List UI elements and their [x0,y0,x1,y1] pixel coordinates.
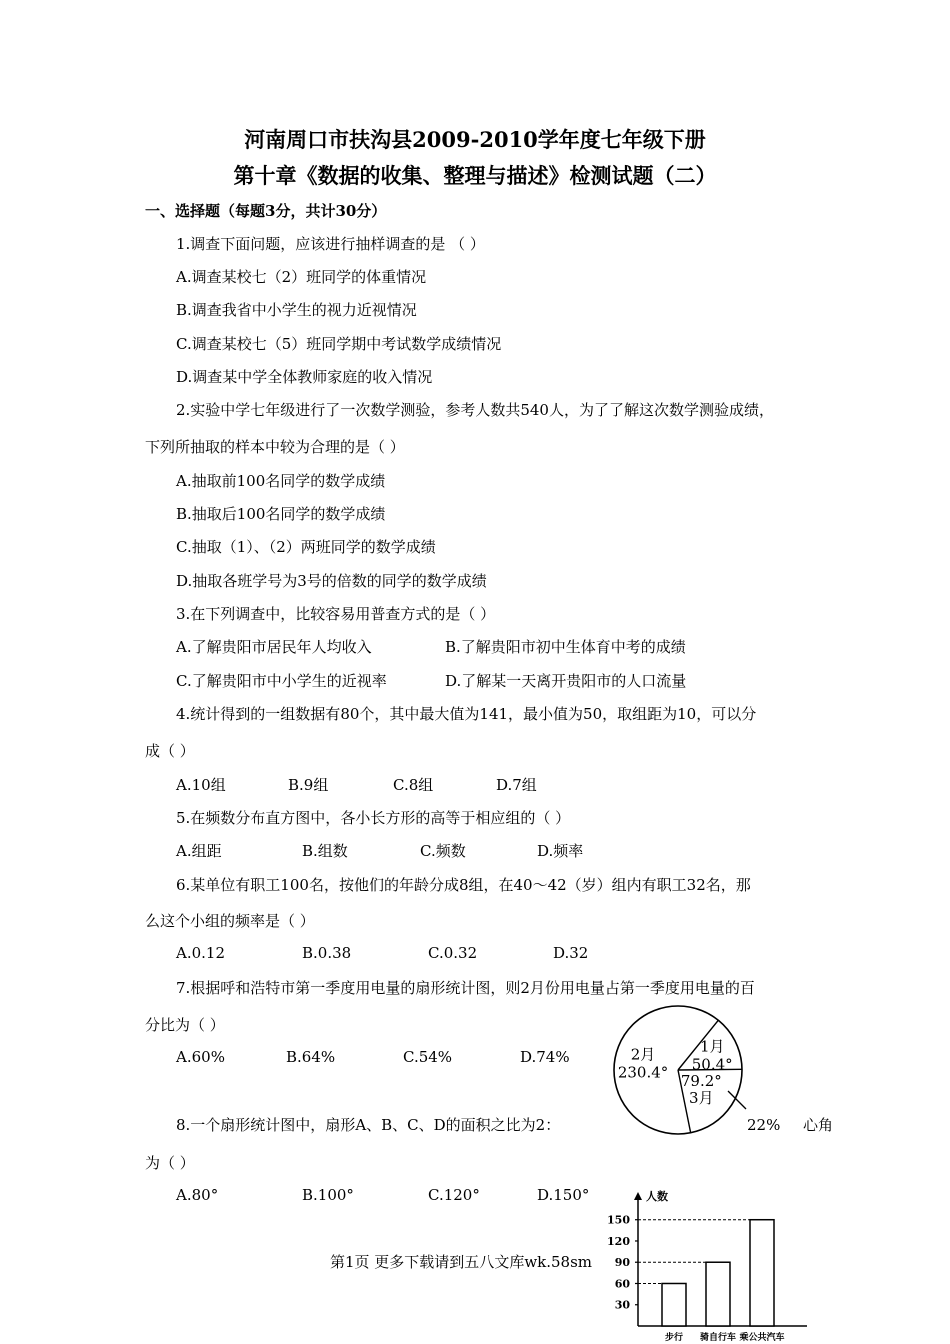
y-axis-label: 人数 [646,1190,668,1203]
q6-option-d: D.32 [553,944,589,962]
q5-option-d: D.频率 [537,842,584,860]
x-category-label: 步行 [664,1333,684,1343]
q3-option-d: D.了解某一天离开贵阳市的人口流量 [445,672,687,690]
pie-chart [600,1005,840,1140]
q5-option-c: C.频数 [420,842,466,860]
q1-option-a: A.调查某校七（2）班同学的体重情况 [176,268,427,286]
q2-option-c: C.抽取（1）、（2）两班同学的数学成绩 [176,538,436,556]
q3-option-c: C.了解贵阳市中小学生的近视率 [176,672,387,690]
q8-option-b: B.100° [302,1186,354,1204]
pie-slice-value: 50.4° [691,1055,733,1074]
y-axis-arrow [634,1192,642,1200]
q3-stem: 3.在下列调查中，比较容易用普查方式的是（ ） [176,605,496,623]
q8-stem-line1: 8.一个扇形统计图中，扇形A、B、C、D的面积之比为2： [176,1116,561,1134]
bar [750,1220,774,1326]
q5-stem: 5.在频数分布直方图中，各小长方形的高等于相应组的（ ） [176,809,571,827]
q2-stem-line2: 下列所抽取的样本中较为合理的是（ ） [145,438,405,456]
q6-option-b: B.0.38 [302,944,352,962]
q1-stem: 1.调查下面问题，应该进行抽样调查的是 （ ） [176,235,485,253]
q7-option-b: B.64% [286,1048,336,1066]
q6-stem-line1: 6.某单位有职工100名，按他们的年龄分成8组，在40～42（岁）组内有职工32名，那 [176,876,751,894]
title-line-1: 河南周口市扶沟县2009-2010学年度七年级下册 [244,127,706,152]
y-tick-label: 30 [614,1298,630,1312]
q2-option-a: A.抽取前100名同学的数学成绩 [176,472,386,490]
q6-stem-line2: 么这个小组的频率是（ ） [145,912,315,930]
x-category-label: 乘公共汽车 [739,1333,785,1343]
q1-option-c: C.调查某校七（5）班同学期中考试数学成绩情况 [176,335,502,353]
bar [706,1262,730,1326]
q7-stem-line2: 分比为（ ） [145,1016,225,1034]
pie-slice-label: 2月 [630,1045,656,1064]
q4-option-c: C.8组 [393,776,434,794]
q6-option-c: C.0.32 [428,944,478,962]
y-tick-label: 90 [614,1256,630,1270]
q4-option-a: A.10组 [176,776,226,794]
q5-option-b: B.组数 [302,842,348,860]
pie-slice-label: 3月 [689,1088,714,1107]
pie-slice-value: 79.2° [680,1071,722,1090]
q1-option-d: D.调查某中学全体教师家庭的收入情况 [176,368,433,386]
q5-option-a: A.组距 [176,842,222,860]
title-line-2: 第十章《数据的收集、整理与描述》检测试题（二） [233,163,717,188]
y-tick-label: 120 [607,1234,630,1248]
q8-option-c: C.120° [428,1186,480,1204]
q8-stem-line2: 为（ ） [145,1154,195,1172]
y-tick-label: 150 [607,1213,630,1227]
q6-option-a: A.0.12 [176,944,225,962]
q2-option-d: D.抽取各班学号为3号的倍数的同学的数学成绩 [176,572,487,590]
pie-annotation: 22% [747,1116,781,1134]
q4-stem-line1: 4.统计得到的一组数据有80个，其中最大值为141，最小值为50，取组距为10，可以分 [176,705,757,723]
q7-option-d: D.74% [520,1048,570,1066]
y-tick-label: 60 [614,1277,630,1291]
section-heading: 一、选择题（每题3分，共计30分） [145,202,387,220]
q2-option-b: B.抽取后100名同学的数学成绩 [176,505,386,523]
q7-option-a: A.60% [176,1048,225,1066]
bar-chart [592,1188,812,1344]
q4-stem-line2: 成（ ） [145,742,195,760]
q7-stem-line1: 7.根据呼和浩特市第一季度用电量的扇形统计图，则2月份用电量占第一季度用电量的百 [176,979,755,997]
page-footer: 第1页 更多下载请到五八文库wk.58sm [330,1253,593,1271]
q8-stem-tail: 心角 [803,1116,834,1134]
q8-option-d: D.150° [537,1186,590,1204]
q2-stem-line1: 2.实验中学七年级进行了一次数学测验，参考人数共540人，为了了解这次数学测验成绩， [176,401,774,419]
pie-slice-value: 230.4° [617,1063,669,1082]
q3-option-a: A.了解贵阳市居民年人均收入 [176,638,372,656]
q8-option-a: A.80° [176,1186,219,1204]
q4-option-b: B.9组 [288,776,329,794]
bar [662,1283,686,1326]
q4-option-d: D.7组 [496,776,537,794]
x-category-label: 骑自行车 [699,1333,737,1343]
q3-option-b: B.了解贵阳市初中生体育中考的成绩 [445,638,686,656]
pie-slice-label: 1月 [699,1037,725,1056]
q7-option-c: C.54% [403,1048,453,1066]
q1-option-b: B.调查我省中小学生的视力近视情况 [176,301,417,319]
